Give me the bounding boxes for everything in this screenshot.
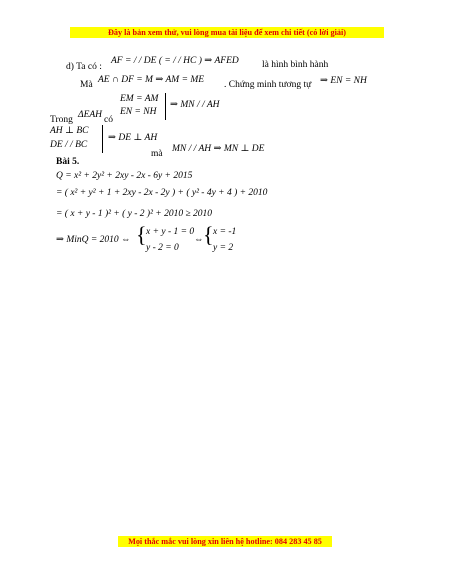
system2-result: ⇒ DE ⊥ AH — [108, 133, 158, 143]
part-d-line4-math: ΔEAH — [78, 110, 103, 120]
part-d-line5-pre: mà — [151, 149, 163, 159]
bai5-line2: = ( x² + y² + 1 + 2xy - 2x - 2y ) + ( y² - 4y + 4 ) + 2010 — [56, 188, 268, 198]
part-d-line1-text: là hình bình hành — [262, 60, 329, 70]
system1-brace — [164, 93, 166, 120]
bai5-line4: ⇒ MinQ = 2010 ⇔ — [56, 235, 131, 245]
part-d-line2-pre: Mà — [80, 80, 93, 90]
part-d-line4-text: có — [104, 115, 113, 125]
preview-banner: Đây là bản xem thử, vui lòng mua tài liệu để xem chi tiết (có lời giải) — [70, 27, 384, 38]
system1-line1: EM = AM — [120, 94, 159, 104]
bai5-title: Bài 5. — [56, 157, 80, 167]
system2-brace — [101, 125, 103, 153]
systemA-line2: y - 2 = 0 — [146, 243, 179, 253]
hotline-banner: Mọi thắc mắc vui lòng xin liên hệ hotline: 084 283 45 85 — [118, 536, 332, 547]
equivalence-symbol: ⇔ — [194, 235, 204, 245]
part-d-line1-math: AF = / / DE ( = / / HC ) ⇒ AFED — [111, 56, 239, 66]
part-d-line5-math: MN / / AH ⇒ MN ⊥ DE — [172, 144, 265, 154]
system1-line2: EN = NH — [120, 107, 157, 117]
part-d-line2-text: . Chứng minh tương tự — [224, 80, 312, 90]
part-d-line2-math: AE ∩ DF = M ⇒ AM = ME — [98, 75, 205, 85]
part-d-label: d) Ta có : — [66, 62, 102, 72]
systemA-line1: x + y - 1 = 0 — [146, 227, 195, 237]
systemB-line1: x = -1 — [213, 227, 237, 237]
systemA-brace: { — [136, 222, 147, 247]
systemB-brace: { — [203, 222, 214, 247]
system2-line2: DE / / BC — [50, 140, 88, 150]
systemB-line2: y = 2 — [213, 243, 234, 253]
bai5-line3: = ( x + y - 1 )² + ( y - 2 )² + 2010 ≥ 2010 — [56, 209, 213, 219]
system1-result: ⇒ MN / / AH — [170, 100, 220, 110]
part-d-line4-pre: Trong — [50, 115, 73, 125]
bai5-line1: Q = x² + 2y² + 2xy - 2x - 6y + 2015 — [56, 171, 193, 181]
part-d-line2-math2: ⇒ EN = NH — [320, 76, 367, 86]
system2-line1: AH ⊥ BC — [50, 126, 89, 136]
